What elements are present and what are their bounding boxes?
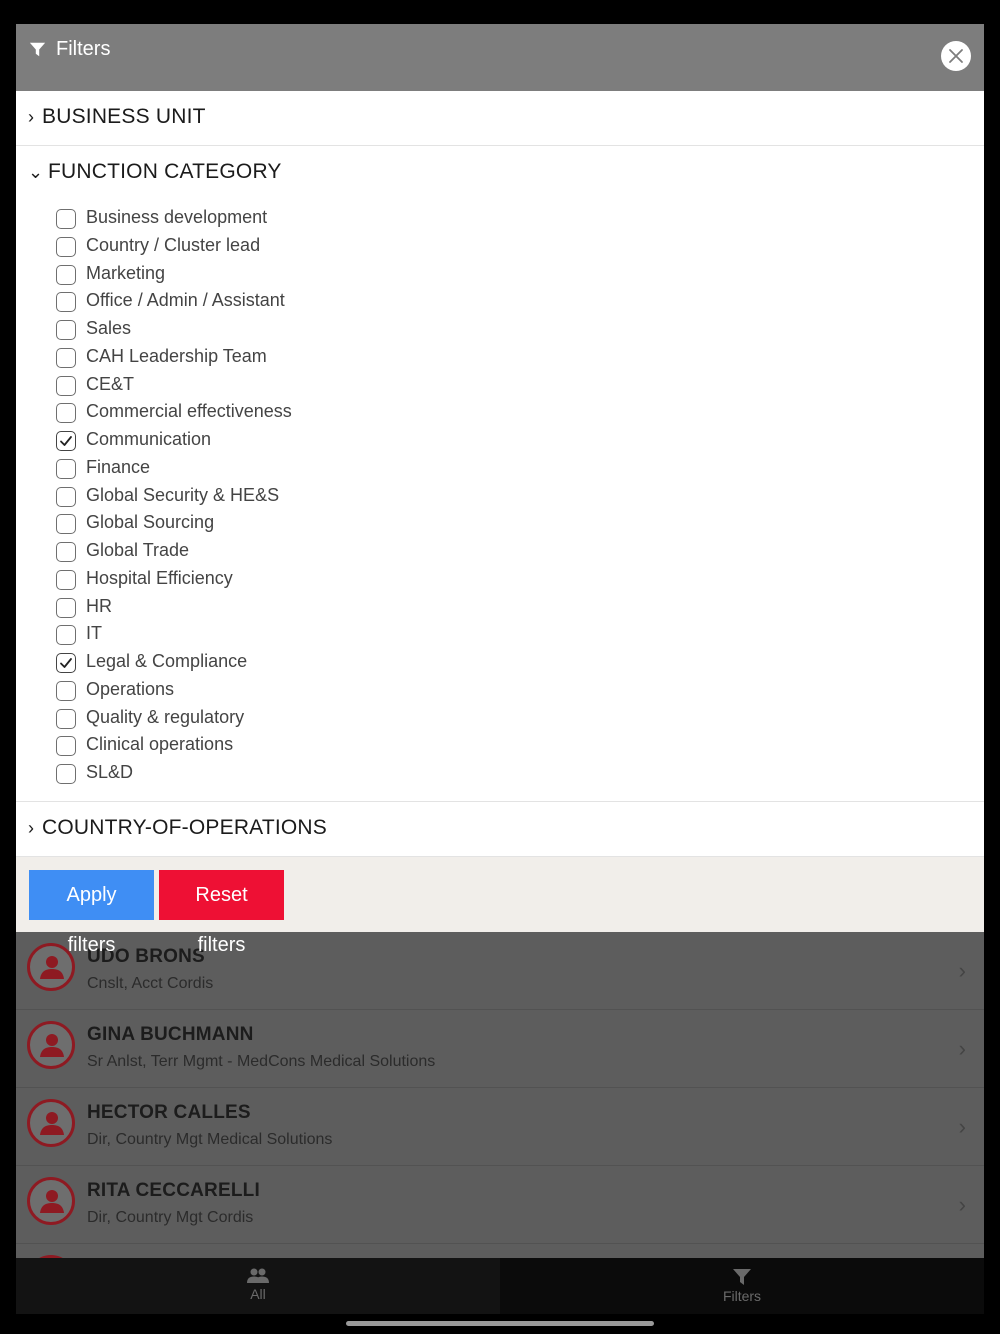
option-label: Global Trade — [86, 540, 190, 560]
person-role: Cnslt, Acct Cordis — [87, 975, 214, 992]
checkbox[interactable] — [56, 487, 76, 507]
option-label: Clinical operations — [86, 734, 234, 755]
tab-bar — [16, 1258, 984, 1314]
checkbox[interactable] — [56, 764, 76, 784]
tab-filters[interactable] — [500, 1258, 984, 1314]
chevron-right-icon: › — [958, 1036, 966, 1061]
chevron-right-icon: › — [958, 1192, 966, 1217]
option-label: Country / Cluster lead — [86, 234, 261, 255]
filter-actions — [16, 857, 984, 956]
tab-all-label: All — [250, 1286, 266, 1302]
people-list — [16, 932, 984, 1274]
chevron-down-icon: ⌄ — [28, 162, 44, 182]
chevron-right-icon: › — [28, 818, 35, 838]
chevron-right-icon: › — [958, 1114, 966, 1139]
checkbox[interactable] — [56, 459, 76, 479]
section-country-of-operations — [16, 802, 984, 857]
option-label: Business development — [86, 207, 268, 227]
person-role: Dir, Country Mgt Cordis — [87, 1209, 254, 1226]
home-indicator — [346, 1321, 654, 1326]
option-label: CAH Leadership Team — [86, 345, 267, 366]
filter-icon — [732, 1268, 752, 1286]
checkbox[interactable] — [56, 736, 76, 756]
checkbox-checked[interactable] — [56, 431, 76, 451]
option-label: Hospital Efficiency — [86, 567, 233, 588]
checkbox[interactable] — [56, 237, 76, 257]
avatar-icon — [27, 1177, 75, 1225]
country-of-operations-toggle[interactable] — [28, 816, 327, 840]
person-row[interactable] — [16, 1010, 984, 1088]
person-name: GINA BUCHMANN — [87, 1024, 254, 1045]
business-unit-label: BUSINESS UNIT — [42, 105, 206, 128]
filter-icon — [29, 41, 46, 58]
option-label: Communication — [86, 429, 212, 449]
reset-filters-button[interactable]: Reset filters — [159, 870, 284, 920]
option-label: Operations — [86, 678, 175, 699]
checkbox[interactable] — [56, 348, 76, 368]
people-icon — [246, 1268, 270, 1284]
checkbox[interactable] — [56, 403, 76, 423]
option-label: Legal & Compliance — [86, 651, 248, 671]
person-row[interactable] — [16, 1166, 984, 1244]
section-business-unit — [16, 91, 984, 146]
option-label: Office / Admin / Assistant — [86, 290, 285, 311]
checkbox[interactable] — [56, 542, 76, 562]
function-category-toggle[interactable] — [28, 160, 282, 184]
apply-filters-button[interactable]: Apply filters — [29, 870, 154, 920]
option-label: Commercial effectiveness — [86, 401, 292, 422]
business-unit-toggle[interactable] — [28, 105, 206, 129]
checkbox[interactable] — [56, 292, 76, 312]
option-label: Finance — [86, 456, 151, 477]
option-label: Global Sourcing — [86, 512, 215, 533]
person-role: Dir, Country Mgt Medical Solutions — [87, 1131, 333, 1148]
tab-filters-label: Filters — [722, 1288, 762, 1304]
filters-modal — [16, 24, 984, 956]
checkbox-checked[interactable] — [56, 653, 76, 673]
option-label: CE&T — [86, 373, 135, 394]
checkbox[interactable] — [56, 570, 76, 590]
checkbox[interactable] — [56, 709, 76, 729]
option-label: Marketing — [86, 262, 166, 283]
avatar-icon — [27, 1021, 75, 1069]
checkbox[interactable] — [56, 625, 76, 645]
modal-title: Filters — [56, 38, 111, 60]
chevron-right-icon: › — [958, 958, 966, 983]
function-category-label: FUNCTION CATEGORY — [48, 160, 282, 183]
person-row[interactable] — [16, 1088, 984, 1166]
chevron-right-icon: › — [28, 107, 35, 127]
close-icon — [948, 48, 964, 64]
option-label: Sales — [86, 318, 132, 338]
modal-header — [16, 24, 984, 91]
tab-all[interactable] — [16, 1258, 500, 1314]
avatar-icon — [27, 1099, 75, 1147]
option-label: Quality & regulatory — [86, 706, 245, 727]
option-label: Global Security & HE&S — [86, 484, 280, 505]
checkbox[interactable] — [56, 376, 76, 396]
checkbox[interactable] — [56, 598, 76, 618]
checkbox[interactable] — [56, 681, 76, 701]
person-name: RITA CECCARELLI — [87, 1180, 260, 1201]
checkbox[interactable] — [56, 209, 76, 229]
checkbox[interactable] — [56, 265, 76, 285]
checkmark-icon — [59, 434, 73, 448]
option-label: SL&D — [86, 762, 134, 782]
section-function-category — [16, 146, 984, 802]
checkmark-icon — [59, 656, 73, 670]
person-row[interactable] — [16, 932, 984, 1010]
country-of-operations-label: COUNTRY-OF-OPERATIONS — [42, 816, 328, 839]
person-role: Sr Anlst, Terr Mgmt - MedCons Medical Solutions — [87, 1053, 436, 1070]
close-button[interactable] — [941, 41, 971, 71]
option-label: HR — [86, 595, 112, 616]
checkbox[interactable] — [56, 514, 76, 534]
person-name: HECTOR CALLES — [87, 1102, 251, 1123]
checkbox[interactable] — [56, 320, 76, 340]
option-label: IT — [86, 623, 102, 644]
person-name: UDO BRONS — [87, 946, 205, 967]
